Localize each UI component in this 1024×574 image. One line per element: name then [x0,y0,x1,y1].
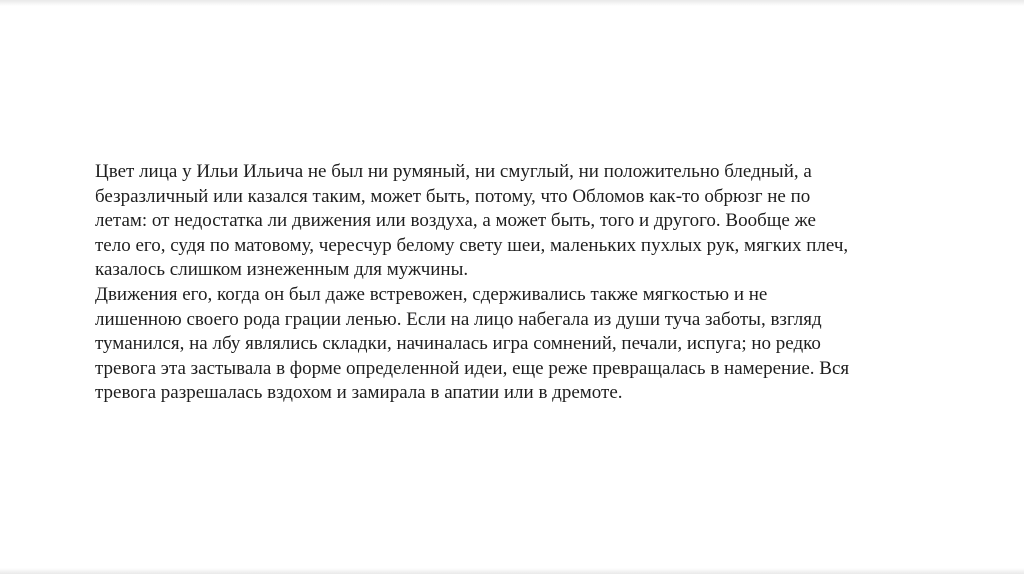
text-line: тело его, судя по матовому, чересчур белому свету шеи, маленьких пухлых рук, мягких плеч, [95,234,849,256]
slide-top-edge [0,0,1024,6]
text-line: казалось слишком изнеженным для мужчины. [95,259,469,281]
text-line: тревога разрешалась вздохом и замирала в апатии или в дремоте. [95,382,623,404]
text-line: Движения его, когда он был даже встревожен, сдерживались также мягкостью и не [95,283,768,305]
slide-bottom-edge [0,568,1024,574]
text-line: Цвет лица у Ильи Ильича не был ни румяный, ни смуглый, ни положительно бледный, а [95,161,812,182]
text-line: лишенною своего рода грации ленью. Если на лицо набегала из души туча заботы, взгляд [95,308,822,330]
text-line: летам: от недостатка ли движения или воздуха, а может быть, того и другого. Вообще же [95,210,816,232]
paragraph-2 [95,283,975,406]
text-line: безразличный или казался таким, может быть, потому, что Обломов как-то обрюзг не по [95,185,811,207]
text-line: тревога эта застывала в форме определенной идеи, еще реже превращалась в намерение. Вся [95,357,850,379]
paragraph-1 [95,160,975,283]
text-block [95,160,975,406]
text-line: туманился, на лбу являлись складки, начиналась игра сомнений, печали, испуга; но редко [95,333,821,355]
